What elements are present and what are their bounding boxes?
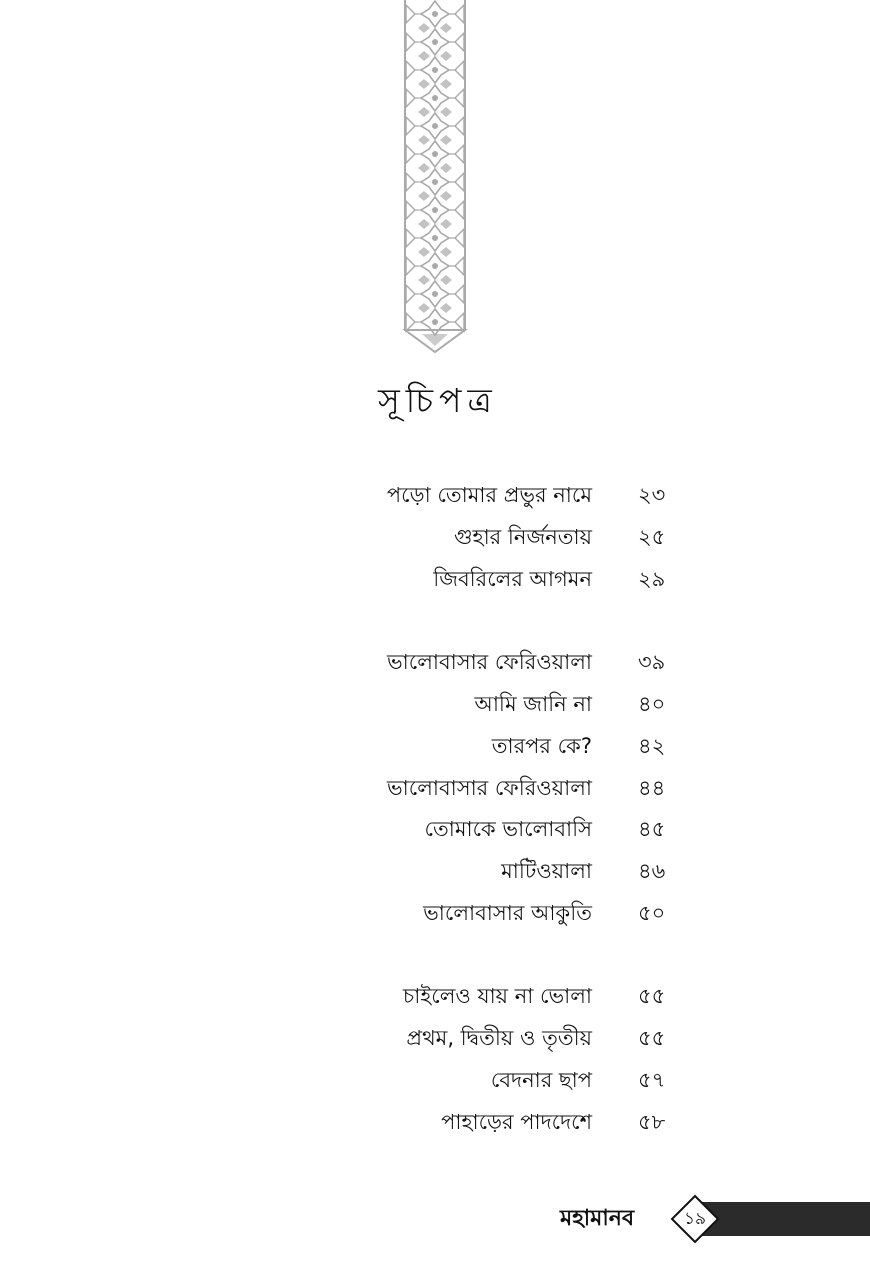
toc-entry-title: মাটিওয়ালা [501, 859, 592, 883]
decorative-ornament-strip [402, 0, 468, 356]
toc-entry-page: ৫৫ [638, 984, 666, 1008]
toc-entry [260, 562, 700, 596]
toc-entry [260, 979, 700, 1013]
toc-entry [260, 896, 700, 930]
toc-entry-title: চাইলেও যায় না ভোলা [402, 984, 592, 1008]
toc-entry-title: ভালোবাসার ফেরিওয়ালা [387, 650, 592, 674]
toc-entry-title: জিবরিলের আগমন [433, 567, 592, 591]
toc-title: সূচিপত্র [378, 381, 498, 420]
toc-entry-page: ৪২ [638, 734, 666, 758]
toc-entry-page: ৫৫ [638, 1026, 666, 1050]
toc-entry-page: ৩৯ [638, 650, 666, 674]
toc-entry-title: বেদনার ছাপ [490, 1068, 592, 1092]
toc-entry-title: প্রথম, দ্বিতীয় ও তৃতীয় [406, 1026, 592, 1050]
toc-entry-title: তারপর কে? [491, 734, 592, 758]
toc-entry-page: ৪০ [638, 692, 666, 716]
toc-entry [260, 478, 700, 512]
toc-entry-title: তোমাকে ভালোবাসি [424, 817, 592, 841]
toc-entry [260, 520, 700, 554]
toc-entry-title: গুহার নির্জনতায় [453, 525, 592, 549]
toc-entry [260, 771, 700, 805]
toc-entry-page: ২৯ [638, 567, 666, 591]
toc-entry-page: ৪৪ [638, 776, 666, 800]
toc-entry [260, 645, 700, 679]
toc-entry-title: আমি জানি না [474, 692, 592, 716]
toc-entry-title: ভালোবাসার ফেরিওয়ালা [387, 776, 592, 800]
toc-entry-page: ২৩ [638, 483, 666, 507]
toc-entry-title: পড়ো তোমার প্রভুর নামে [386, 483, 592, 507]
footer-bar [700, 1202, 870, 1236]
toc-entry-title: ভালোবাসার আকুতি [423, 901, 592, 925]
toc-entry [260, 729, 700, 763]
toc-entry [260, 854, 700, 888]
toc-entry [260, 1105, 700, 1139]
toc-entry-page: ৪৬ [638, 859, 666, 883]
footer-brand-logo: মহামানব [560, 1206, 635, 1231]
toc-entry-page: ৫০ [638, 901, 666, 925]
toc-entry-title: পাহাড়ের পাদদেশে [441, 1110, 592, 1134]
toc-entry [260, 812, 700, 846]
toc-entry [260, 1063, 700, 1097]
page-number: ১৯ [683, 1209, 707, 1229]
toc-entry-page: ৫৭ [638, 1068, 666, 1092]
page-footer [0, 1190, 870, 1261]
toc-entry [260, 1021, 700, 1055]
toc-entry-page: ৪৫ [638, 817, 666, 841]
toc-entry-page: ২৫ [638, 525, 666, 549]
toc-entry [260, 687, 700, 721]
toc-entry-page: ৫৮ [638, 1110, 666, 1134]
